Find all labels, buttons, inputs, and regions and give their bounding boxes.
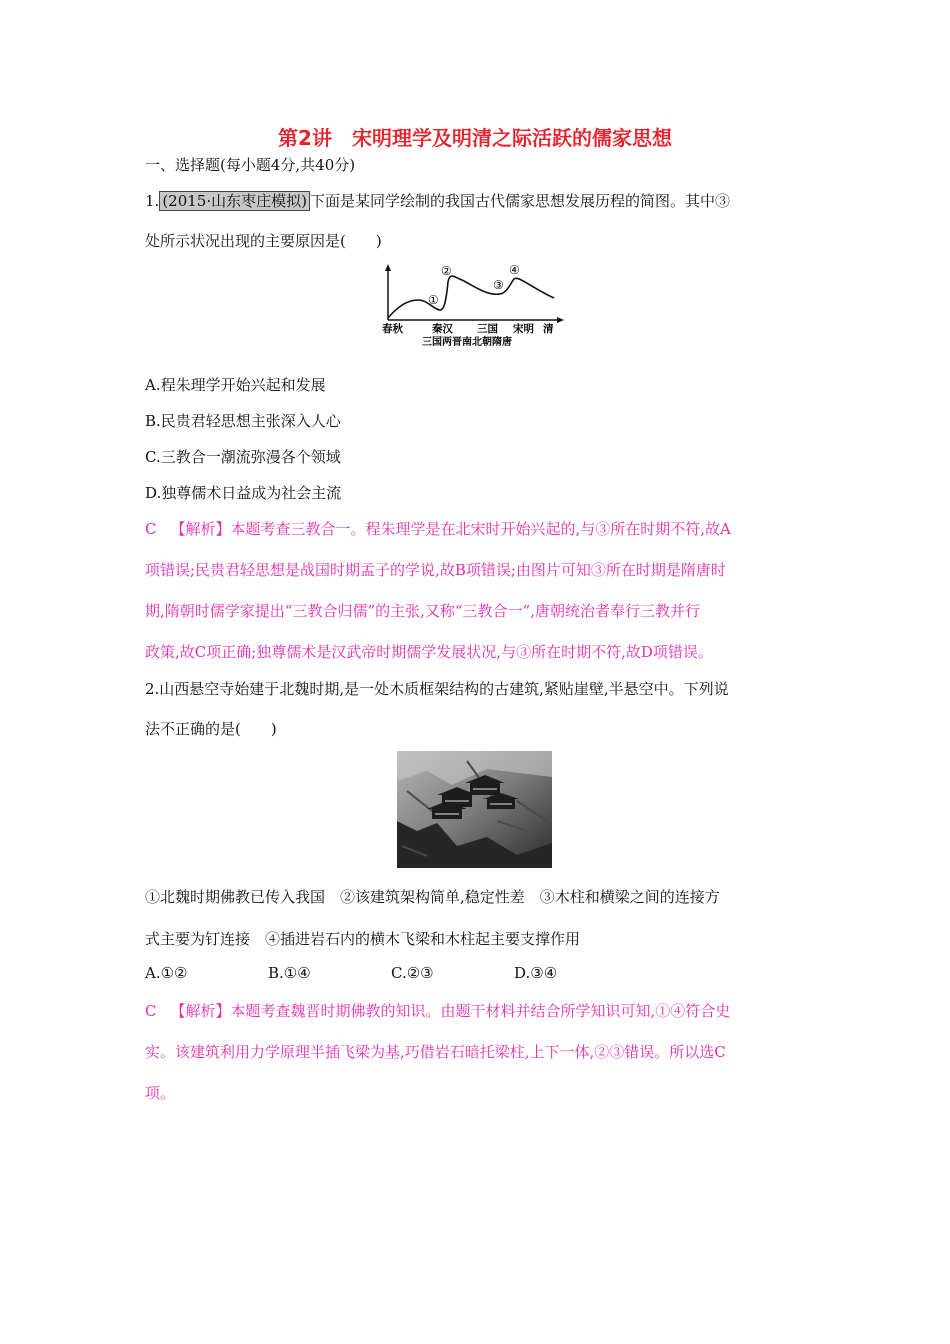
- q1-text-2: 处所示状况出现的主要原因是( ): [145, 232, 382, 250]
- x-label-qinhan: 秦汉: [432, 323, 453, 335]
- section-heading: 一、选择题(每小题4分,共40分): [145, 156, 356, 174]
- q2-analysis-line-3: 项。: [145, 1084, 176, 1102]
- q1-analysis-label: 【解析】: [170, 520, 231, 538]
- marker-2: ②: [441, 264, 452, 278]
- x-axis-arrow: [557, 317, 564, 323]
- q2-analysis-line-1: [145, 1000, 730, 1021]
- q2-text-1: 2.山西悬空寺始建于北魏时期,是一处木质框架结构的古建筑,紧贴崖壁,半悬空中。下列说: [145, 680, 729, 698]
- q1-answer: C: [145, 520, 157, 538]
- q2-option-c: C.②③: [391, 964, 434, 982]
- x-label-sanguo: 三国: [477, 323, 498, 335]
- q1-analysis-line-2: 项错误;民贵君轻思想是战国时期孟子的学说,故B项错误;由图片可知③所在时期是隋唐时: [145, 561, 726, 579]
- q1-option-c: C.三教合一潮流弥漫各个领域: [145, 448, 341, 466]
- x-sublabel: 三国两晋南北朝隋唐: [422, 337, 512, 348]
- q1-text-1: 下面是某同学绘制的我国古代儒家思想发展历程的简图。其中③: [309, 192, 730, 210]
- q2-answer: C: [145, 1002, 157, 1020]
- q2-analysis-label: 【解析】: [170, 1002, 231, 1020]
- q1-analysis-line-3: 期,隋朝时儒学家提出“三教合归儒”的主张,又称“三教合一”,唐朝统治者奉行三教并行: [145, 602, 700, 620]
- page-title: 第2讲 宋明理学及明清之际活跃的儒家思想: [278, 126, 672, 150]
- q2-option-d: D.③④: [514, 964, 558, 982]
- q2-analysis-line-2: 实。该建筑利用力学原理半插飞梁为基,巧借岩石暗托梁柱,上下一体,②③错误。所以选C: [145, 1043, 726, 1061]
- q2-options: [145, 964, 637, 982]
- q2-option-a: A.①②: [145, 964, 188, 982]
- q1-analysis-line-1: [145, 518, 731, 539]
- q2-statements-1: ①北魏时期佛教已传入我国 ②该建筑架构简单,稳定性差 ③木柱和横梁之间的连接方: [145, 888, 720, 906]
- q1-option-a: A.程朱理学开始兴起和发展: [145, 376, 326, 394]
- q1-source-tag: (2015·山东枣庄模拟): [159, 191, 310, 211]
- y-axis-arrow: [385, 264, 391, 271]
- q2-analysis-text-1: 本题考查魏晋时期佛教的知识。由题干材料并结合所学知识可知,①④符合史: [230, 1002, 731, 1020]
- x-label-chunqiu: 春秋: [382, 323, 403, 335]
- hanging-temple-photo: [397, 751, 552, 868]
- q2-text-2: 法不正确的是( ): [145, 720, 277, 738]
- q1-option-d: D.独尊儒术日益成为社会主流: [145, 484, 342, 502]
- x-label-songming: 宋明: [513, 323, 534, 335]
- q1-option-b: B.民贵君轻思想主张深入人心: [145, 412, 341, 430]
- q1-line-1: [145, 190, 730, 211]
- x-label-qing: 清: [543, 323, 554, 335]
- marker-3: ③: [493, 278, 504, 292]
- q1-number: 1.: [145, 192, 160, 210]
- q2-option-b: B.①④: [268, 964, 311, 982]
- marker-4: ④: [509, 263, 520, 277]
- q1-analysis-line-4: 政策,故C项正确;独尊儒术是汉武帝时期儒学发展状况,与③所在时期不符,故D项错误。: [145, 643, 713, 661]
- marker-1: ①: [428, 293, 439, 307]
- q1-analysis-text-1: 本题考查三教合一。程朱理学是在北宋时开始兴起的,与③所在时期不符,故A: [230, 520, 731, 538]
- development-curve: [388, 276, 554, 318]
- q2-statements-2: 式主要为钉连接 ④插进岩石内的横木飞梁和木柱起主要支撑作用: [145, 930, 581, 948]
- confucianism-development-figure: [382, 262, 572, 350]
